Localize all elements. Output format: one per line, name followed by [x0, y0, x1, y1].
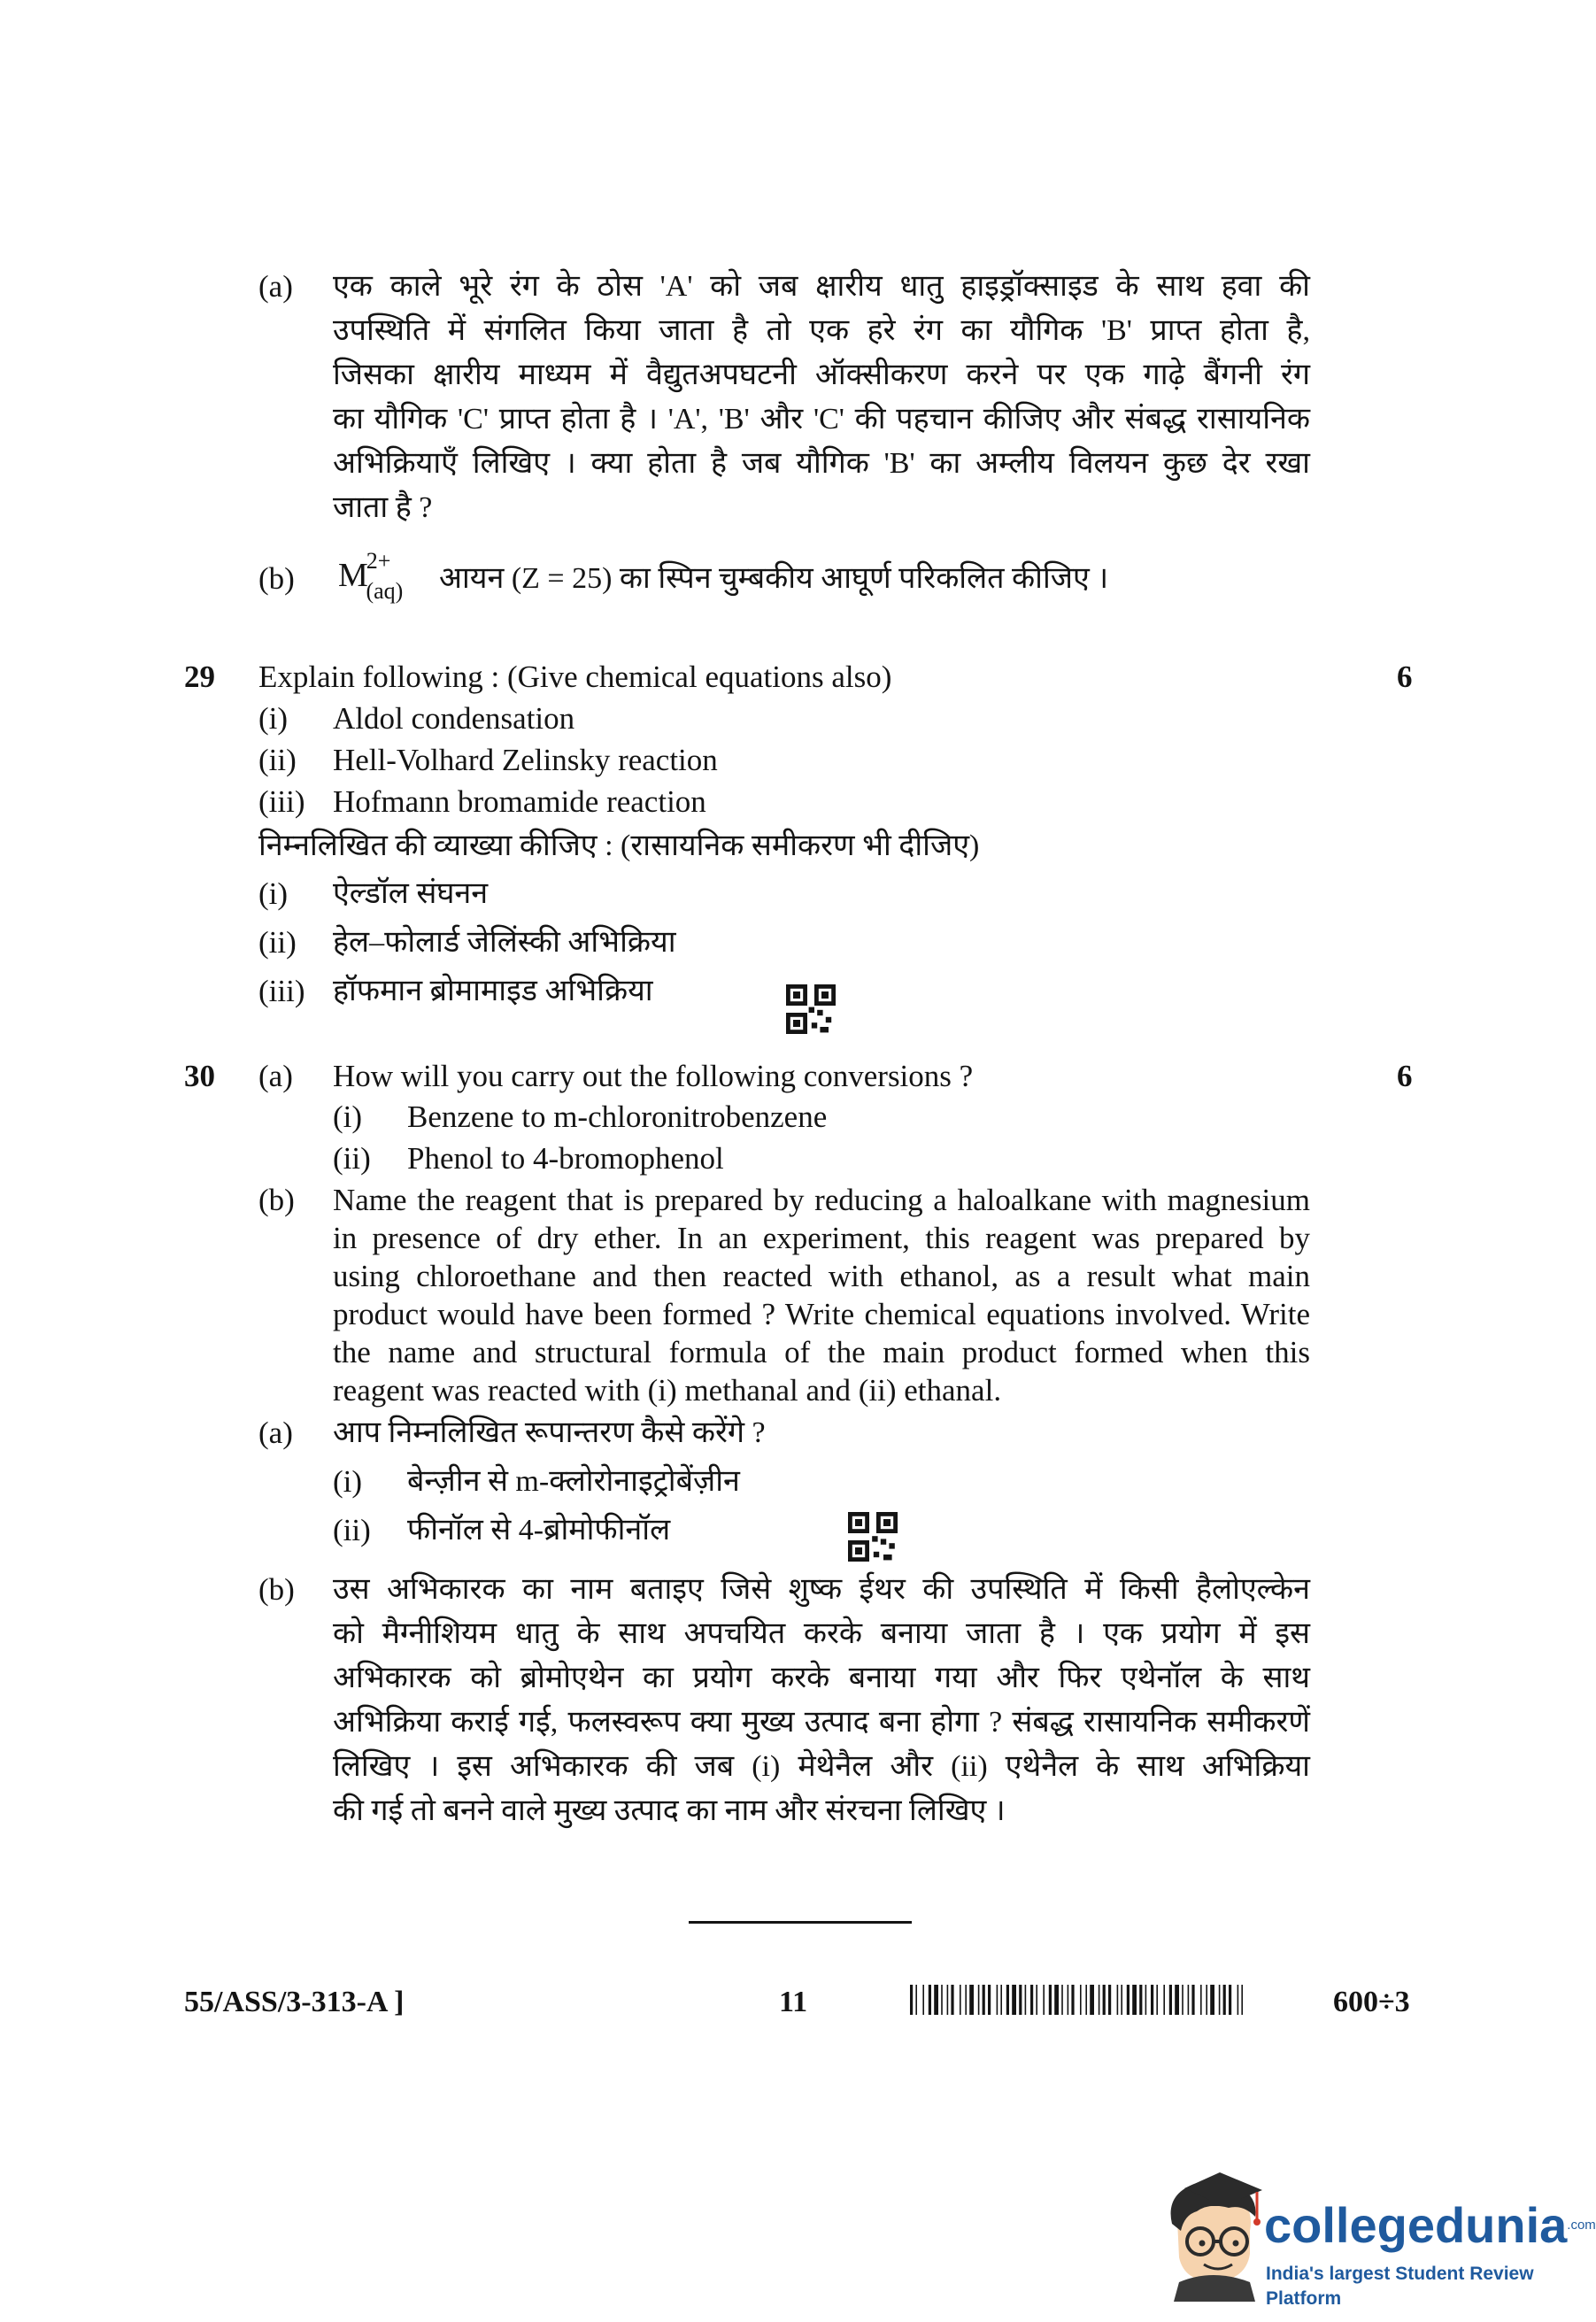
footer-count: 600÷3: [1333, 1986, 1410, 2018]
barcode-icon: [910, 1985, 1250, 2015]
q29-item-en-3-num: (iii): [258, 784, 305, 819]
footer-code: 55/ASS/3-313-A ]: [184, 1986, 405, 2018]
brand-tld: .com: [1567, 2218, 1596, 2233]
q30-b-line-en-4: product would have been formed ? Write chemical equations involved. Write: [333, 1297, 1310, 1331]
q29-item-en-2: Hell-Volhard Zelinsky reaction: [333, 743, 718, 777]
q28-b-ion: [338, 548, 429, 604]
qr-code-icon: [848, 1512, 898, 1562]
q28-a-line-5: अभिक्रियाएँ लिखिए । क्या होता है जब यौगिक 'B' का अम्लीय विलयन कुछ देर रखा: [333, 447, 1310, 480]
q29-marks: 6: [1397, 660, 1413, 694]
q30-b-line-en-6: reagent was reacted with (i) methanal and (ii) ethanal.: [333, 1373, 1002, 1408]
q30-b-line-hi-2: को मैग्नीशियम धातु के साथ अपचयित करके बनाया जाता है । एक प्रयोग में इस: [333, 1617, 1310, 1650]
q29-item-hi-2-num: (ii): [258, 925, 297, 960]
q29-item-hi-2: हेल–फोलार्ड जेलिंस्की अभिक्रिया: [333, 926, 676, 959]
q28-a-line-6: जाता है ?: [333, 491, 433, 524]
q29-heading-en: Explain following : (Give chemical equations also): [258, 660, 892, 694]
q30-a-item-en-2-num: (ii): [333, 1141, 371, 1176]
q30-marks: 6: [1397, 1059, 1413, 1093]
q30-b-line-en-5: the name and structural formula of the main product formed when this: [333, 1335, 1310, 1369]
q30-b-label: (b): [258, 1183, 295, 1217]
q30-b-line-hi-3: अभिकारक को ब्रोमोएथेन का प्रयोग करके बनाया गया और फिर एथेनॉल के साथ: [333, 1662, 1310, 1694]
q28-b-label: (b): [258, 561, 295, 596]
q30-b-line-en-1: Name the reagent that is prepared by reducing a haloalkane with magnesium: [333, 1183, 1310, 1217]
q30-a-item-hi-1: बेन्ज़ीन से m-क्लोरोनाइट्रोबेंज़ीन: [407, 1465, 740, 1498]
q30-b-line-en-3: using chloroethane and then reacted with ethanol, as a result what main: [333, 1259, 1310, 1293]
q30-a-item-en-2: Phenol to 4-bromophenol: [407, 1141, 724, 1176]
end-rule: [689, 1921, 912, 1924]
q28-a-label: (a): [258, 269, 293, 304]
q28-a-line-1: एक काले भूरे रंग के ठोस 'A' को जब क्षारीय धातु हाइड्रॉक्साइड के साथ हवा की: [333, 270, 1310, 303]
q30-a-item-hi-2: फीनॉल से 4-ब्रोमोफीनॉल: [407, 1514, 671, 1547]
q30-b-line-hi-1: उस अभिकारक का नाम बताइए जिसे शुष्क ईथर की उपस्थिति में किसी हैलोएल्केन: [333, 1573, 1310, 1606]
q30-b-line-hi-6: की गई तो बनने वाले मुख्य उत्पाद का नाम और संरचना लिखिए ।: [333, 1794, 1006, 1827]
ion-charge: 2+: [366, 548, 391, 574]
q30-b-line-en-2: in presence of dry ether. In an experiment, this reagent was prepared by: [333, 1221, 1310, 1255]
brand-wordmark: [1264, 2197, 1596, 2254]
q29-item-en-1: Aldol condensation: [333, 701, 575, 736]
qr-code-icon: [786, 984, 836, 1034]
q30-b-line-hi-4: अभिक्रिया कराई गई, फलस्वरूप क्या मुख्य उत्पाद बना होगा ? संबद्ध रासायनिक समीकरणें: [333, 1706, 1310, 1739]
q29-item-hi-3-num: (iii): [258, 974, 305, 1008]
q29-item-en-3: Hofmann bromamide reaction: [333, 784, 706, 819]
q28-a-line-3: जिसका क्षारीय माध्यम में वैद्युतअपघटनी ऑक्सीकरण करने पर एक गाढ़े बैंगनी रंग: [333, 359, 1310, 391]
q30-a-item-hi-1-num: (i): [333, 1464, 363, 1499]
q29-heading-hi: निम्नलिखित की व्याख्या कीजिए : (रासायनिक समीकरण भी दीजिए): [258, 829, 980, 862]
q30-a-item-en-1-num: (i): [333, 1099, 363, 1134]
q29-number: 29: [184, 660, 215, 694]
brand-name: collegedunia: [1264, 2197, 1568, 2253]
q29-item-hi-3: हॉफमान ब्रोमामाइड अभिक्रिया: [333, 975, 653, 1007]
q29-item-hi-1-num: (i): [258, 876, 289, 911]
footer-page-number: 11: [779, 1986, 808, 2018]
brand-tagline: India's largest Student Review Platform: [1266, 2264, 1534, 2309]
q30-b-label-hi: (b): [258, 1572, 295, 1607]
q29-item-en-1-num: (i): [258, 701, 289, 736]
q30-a-item-en-1: Benzene to m-chloronitrobenzene: [407, 1099, 828, 1134]
ion-state: (aq): [366, 578, 404, 604]
q30-a-label-hi: (a): [258, 1416, 293, 1450]
q30-b-line-hi-5: लिखिए । इस अभिकारक की जब (i) मेथेनैल और (ii) एथेनैल के साथ अभिक्रिया: [333, 1750, 1310, 1783]
q30-a-item-hi-2-num: (ii): [333, 1513, 371, 1547]
q29-item-hi-1: ऐल्डॉल संघनन: [333, 877, 489, 910]
q30-a-text-hi: आप निम्नलिखित रूपान्तरण कैसे करेंगे ?: [333, 1416, 766, 1449]
q28-b-text: आयन (Z = 25) का स्पिन चुम्बकीय आघूर्ण परिकलित कीजिए ।: [439, 562, 1109, 595]
q28-a-line-2: उपस्थिति में संगलित किया जाता है तो एक हरे रंग का यौगिक 'B' प्राप्त होता है,: [333, 314, 1310, 347]
q29-item-en-2-num: (ii): [258, 743, 297, 777]
mascot-icon: [1158, 2169, 1273, 2302]
q30-number: 30: [184, 1059, 215, 1093]
ion-symbol: M: [338, 557, 368, 594]
q28-a-line-4: का यौगिक 'C' प्राप्त होता है । 'A', 'B' और 'C' की पहचान कीजिए और संबद्ध रासायनिक: [333, 403, 1310, 436]
q30-a-label: (a): [258, 1059, 293, 1093]
q30-a-text-en: How will you carry out the following conversions ?: [333, 1059, 974, 1093]
